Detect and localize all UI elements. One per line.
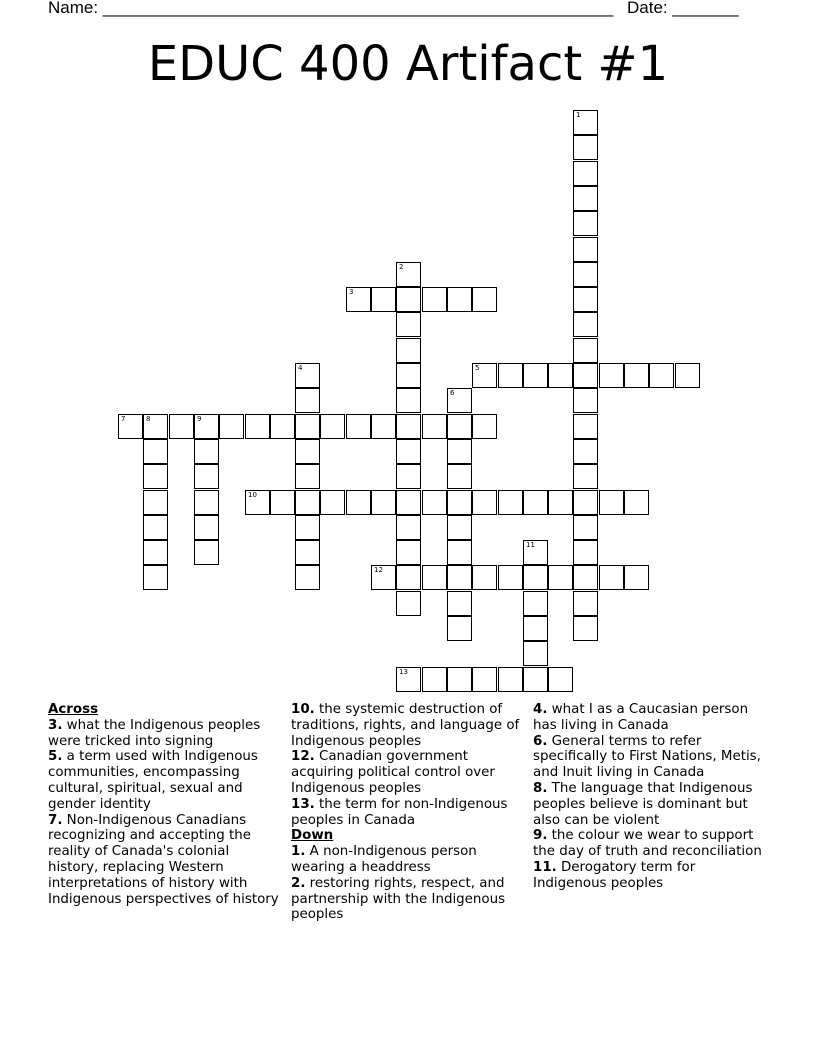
grid-cell[interactable] [371,490,396,515]
grid-cell[interactable] [573,287,598,312]
grid-cell[interactable] [295,515,320,540]
clue-number: 13 [399,668,408,676]
grid-cell[interactable] [295,363,320,388]
grid-cell[interactable] [447,287,472,312]
grid-cell[interactable] [649,363,674,388]
down-heading: Down [291,828,334,844]
grid-cell[interactable] [447,540,472,565]
grid-cell[interactable] [573,262,598,287]
clue-across-10: 10. the systemic destruction of traditions, rights, and language of Indigenous peoples [291,702,520,749]
grid-cell[interactable] [396,388,421,413]
grid-cell[interactable] [573,388,598,413]
grid-cell[interactable] [498,667,523,692]
grid-cell[interactable] [599,565,624,590]
grid-cell[interactable] [573,135,598,160]
grid-cell[interactable] [245,490,270,515]
grid-cell[interactable] [346,287,371,312]
grid-cell[interactable] [396,540,421,565]
grid-cell[interactable] [295,414,320,439]
clue-number: 2 [399,263,404,271]
grid-cell[interactable] [523,616,548,641]
grid-cell[interactable] [396,338,421,363]
grid-cell[interactable] [118,414,143,439]
grid-cell[interactable] [447,464,472,489]
clue-down-6: 6. General terms to refer specifically to First Nations, Metis, and Inuit living in Canada [533,733,761,781]
grid-cell[interactable] [573,363,598,388]
clue-across-3: 3. what the Indigenous peoples were tricked into signing [48,717,261,749]
grid-cell[interactable] [599,363,624,388]
grid-cell[interactable] [447,515,472,540]
grid-cell[interactable] [573,515,598,540]
clue-number: 8 [146,415,151,423]
grid-cell[interactable] [472,490,497,515]
grid-cell[interactable] [396,464,421,489]
grid-cell[interactable] [295,540,320,565]
grid-cell[interactable] [573,338,598,363]
clue-down-2: 2. restoring rights, respect, and partnership with the Indigenous peoples [291,875,506,923]
grid-cell[interactable] [396,591,421,616]
grid-cell[interactable] [498,490,523,515]
grid-cell[interactable] [447,388,472,413]
grid-cell[interactable] [422,414,447,439]
clue-number: 12 [374,566,383,574]
grid-cell[interactable] [396,414,421,439]
grid-cell[interactable] [143,490,168,515]
name-field-label: Name: ______________________________________________________ [48,0,614,17]
grid-cell[interactable] [143,540,168,565]
grid-cell[interactable] [472,667,497,692]
grid-cell[interactable] [295,464,320,489]
grid-cell[interactable] [447,414,472,439]
grid-cell[interactable] [523,540,548,565]
grid-cell[interactable] [472,565,497,590]
clue-number: 11 [526,541,535,549]
grid-cell[interactable] [422,490,447,515]
clue-column-1 [48,702,283,907]
clue-across-12: 12. Canadian government acquiring political control over Indigenous peoples [291,749,495,796]
clue-down-8: 8. The language that Indigenous peoples believe is dominant but also can be violent [533,780,753,828]
grid-cell[interactable] [624,565,649,590]
grid-cell[interactable] [548,565,573,590]
grid-cell[interactable] [371,287,396,312]
grid-cell[interactable] [573,591,598,616]
grid-cell[interactable] [422,287,447,312]
clue-across-13: 13. the term for non-Indigenous peoples in Canada [291,796,508,828]
grid-cell[interactable] [447,439,472,464]
grid-cell[interactable] [523,641,548,666]
grid-cell[interactable] [573,565,598,590]
page-title: EDUC 400 Artifact #1 [147,36,669,92]
grid-cell[interactable] [523,667,548,692]
grid-cell[interactable] [396,667,421,692]
grid-cell[interactable] [346,490,371,515]
grid-cell[interactable] [371,565,396,590]
clue-down-11: 11. Derogatory term for Indigenous peoples [533,859,696,891]
clue-down-4: 4. what I as a Caucasian person has living in Canada [533,702,749,733]
grid-cell[interactable] [396,515,421,540]
grid-cell[interactable] [548,363,573,388]
grid-cell[interactable] [472,363,497,388]
grid-cell[interactable] [447,667,472,692]
grid-cell[interactable] [396,312,421,337]
grid-cell[interactable] [422,565,447,590]
grid-cell[interactable] [396,262,421,287]
grid-cell[interactable] [396,439,421,464]
grid-cell[interactable] [675,363,700,388]
grid-cell[interactable] [498,363,523,388]
grid-cell[interactable] [498,565,523,590]
grid-cell[interactable] [573,540,598,565]
across-heading: Across [48,702,99,717]
grid-cell[interactable] [599,490,624,515]
grid-cell[interactable] [523,591,548,616]
grid-cell[interactable] [573,110,598,135]
grid-cell[interactable] [624,490,649,515]
grid-cell[interactable] [295,565,320,590]
grid-cell[interactable] [194,414,219,439]
grid-cell[interactable] [523,363,548,388]
grid-cell[interactable] [396,565,421,590]
grid-cell[interactable] [396,287,421,312]
grid-cell[interactable] [143,414,168,439]
grid-cell[interactable] [371,414,396,439]
grid-cell[interactable] [270,414,295,439]
clue-column-2 [291,702,523,923]
grid-cell[interactable] [573,439,598,464]
grid-cell[interactable] [447,591,472,616]
grid-cell[interactable] [573,186,598,211]
grid-cell[interactable] [573,616,598,641]
grid-cell[interactable] [624,363,649,388]
grid-cell[interactable] [396,490,421,515]
grid-cell[interactable] [245,414,270,439]
clue-down-1: 1. A non-Indigenous person wearing a headdress [291,844,477,875]
grid-cell[interactable] [447,565,472,590]
clue-column-3 [533,702,773,892]
grid-cell[interactable] [447,616,472,641]
grid-cell[interactable] [396,363,421,388]
grid-cell[interactable] [523,565,548,590]
grid-cell[interactable] [422,667,447,692]
grid-cell[interactable] [169,414,194,439]
clue-number: 5 [475,364,480,372]
clue-number: 10 [248,491,257,499]
clue-across-5: 5. a term used with Indigenous communities, encompassing cultural, spiritual, sexual and gender identity [48,749,258,812]
grid-cell[interactable] [472,414,497,439]
grid-cell[interactable] [573,237,598,262]
clue-number: 9 [197,415,202,423]
grid-cell[interactable] [143,464,168,489]
grid-cell[interactable] [573,161,598,186]
grid-cell[interactable] [295,490,320,515]
grid-cell[interactable] [573,464,598,489]
grid-cell[interactable] [472,287,497,312]
clue-across-7: 7. Non-Indigenous Canadians recognizing and accepting the reality of Canada's colonial history, replacing Western interpretations of history with Indigenous perspectives of history [48,812,279,907]
grid-cell[interactable] [548,667,573,692]
grid-cell[interactable] [573,490,598,515]
grid-cell[interactable] [194,490,219,515]
date-field-label: Date: _______ [627,0,739,17]
grid-cell[interactable] [194,515,219,540]
grid-cell[interactable] [143,439,168,464]
clue-number: 6 [450,389,455,397]
grid-cell[interactable] [573,414,598,439]
grid-cell[interactable] [447,490,472,515]
grid-cell[interactable] [573,312,598,337]
grid-cell[interactable] [295,388,320,413]
clue-number: 3 [349,288,354,296]
grid-cell[interactable] [523,490,548,515]
grid-cell[interactable] [270,490,295,515]
grid-cell[interactable] [320,414,345,439]
grid-cell[interactable] [143,515,168,540]
grid-cell[interactable] [295,439,320,464]
clue-number: 1 [576,111,581,119]
grid-cell[interactable] [194,464,219,489]
grid-cell[interactable] [548,490,573,515]
grid-cell[interactable] [143,565,168,590]
grid-cell[interactable] [194,439,219,464]
grid-cell[interactable] [219,414,244,439]
clue-number: 7 [121,415,126,423]
grid-cell[interactable] [194,540,219,565]
clue-number: 4 [298,364,303,372]
grid-cell[interactable] [573,211,598,236]
clue-down-9: 9. the colour we wear to support the day of truth and reconciliation [533,828,762,860]
grid-cell[interactable] [320,490,345,515]
grid-cell[interactable] [346,414,371,439]
